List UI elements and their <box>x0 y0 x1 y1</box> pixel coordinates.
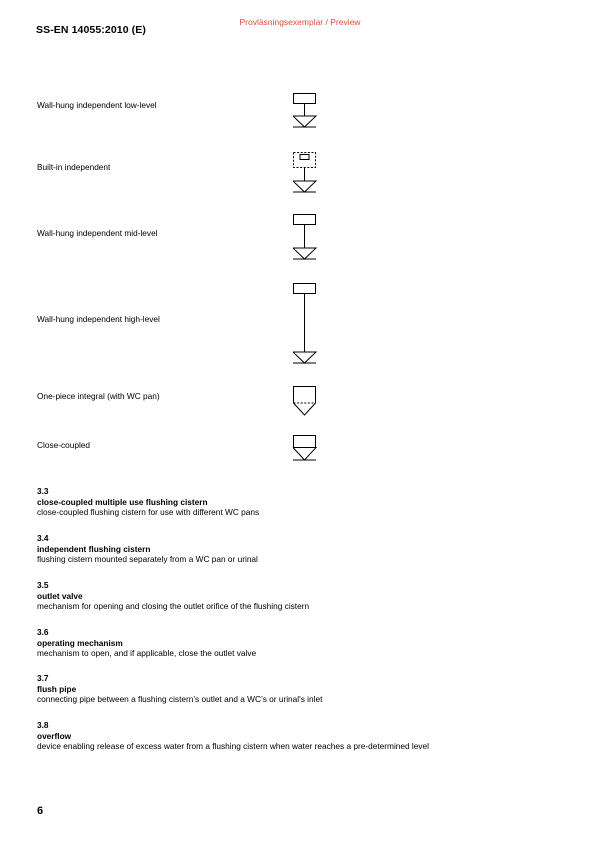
label-wall-hung-mid-level: Wall-hung independent mid-level <box>37 228 158 238</box>
term-definition: mechanism for opening and closing the outlet orifice of the flushing cistern <box>37 601 310 611</box>
term-3-7 <box>37 673 322 705</box>
wall-hung-high-level-symbol <box>288 282 322 364</box>
term-3-5 <box>37 580 309 612</box>
term-name: operating mechanism <box>37 637 123 648</box>
term-3-6 <box>37 627 256 659</box>
term-3-3 <box>37 486 259 518</box>
term-number: 3.4 <box>37 533 49 543</box>
label-wall-hung-low-level: Wall-hung independent low-level <box>37 100 157 110</box>
term-definition: mechanism to open, and if applicable, close the outlet valve <box>37 648 257 658</box>
term-name: flush pipe <box>37 683 77 694</box>
term-3-8 <box>37 720 429 752</box>
term-name: overflow <box>37 730 72 741</box>
term-definition: flushing cistern mounted separately from a WC pan or urinal <box>37 554 258 564</box>
term-number: 3.6 <box>37 627 49 637</box>
label-close-coupled: Close-coupled <box>37 440 91 450</box>
term-name: independent flushing cistern <box>37 543 151 554</box>
term-definition: close-coupled flushing cistern for use with different WC pans <box>37 507 260 517</box>
term-number: 3.3 <box>37 486 49 496</box>
term-definition: connecting pipe between a flushing cistern’s outlet and a WC’s or urinal's inlet <box>37 694 323 704</box>
label-one-piece-integral: One-piece integral (with WC pan) <box>37 391 160 401</box>
term-name: close-coupled multiple use flushing cistern <box>37 496 208 507</box>
term-number: 3.5 <box>37 580 49 590</box>
one-piece-integral-symbol <box>288 385 322 417</box>
built-in-symbol <box>288 151 322 193</box>
document-id: SS-EN 14055:2010 (E) <box>36 24 146 36</box>
wall-hung-low-level-symbol <box>288 92 322 128</box>
preview-watermark: Provläsningsexemplar / Preview <box>239 17 361 27</box>
term-name: outlet valve <box>37 590 83 601</box>
wall-hung-mid-level-symbol <box>288 213 322 261</box>
term-number: 3.8 <box>37 720 49 730</box>
label-wall-hung-high-level: Wall-hung independent high-level <box>37 314 160 324</box>
term-3-4 <box>37 533 258 565</box>
term-definition: device enabling release of excess water from a flushing cistern when water reaches a pre-determined level <box>37 741 429 751</box>
page-number: 6 <box>37 805 44 817</box>
close-coupled-symbol <box>288 434 322 462</box>
term-number: 3.7 <box>37 673 49 683</box>
label-built-in-independent: Built-in independent <box>37 162 111 172</box>
